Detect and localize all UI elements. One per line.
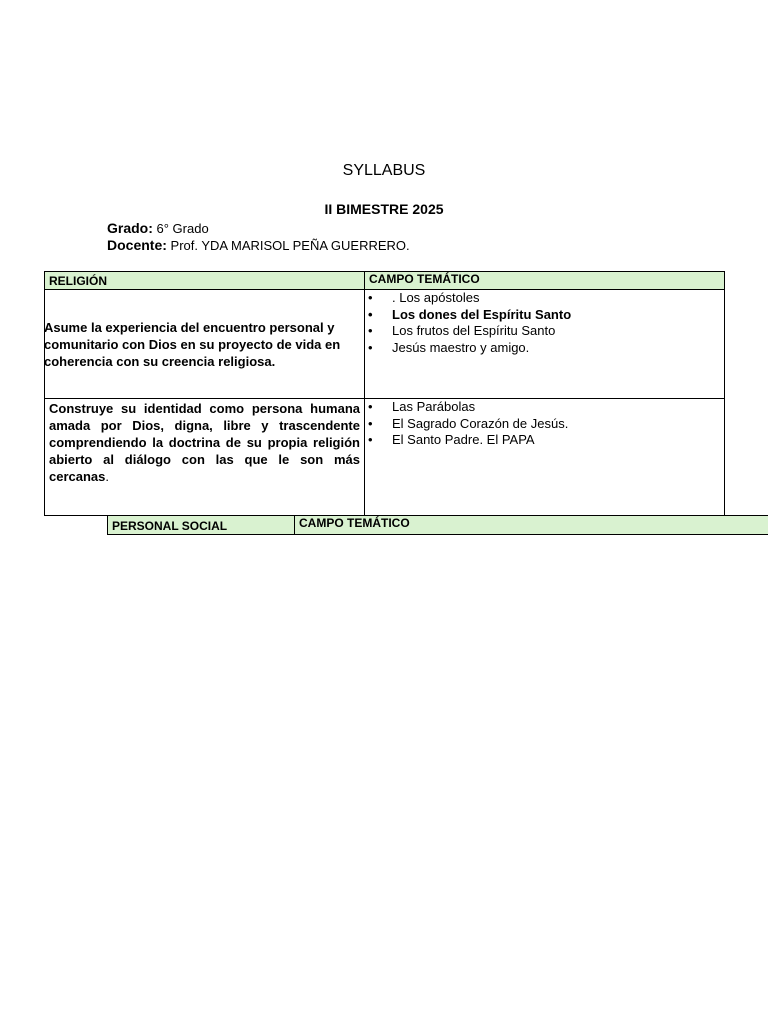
bullet-icon: • — [368, 339, 373, 355]
competencia-cell — [45, 399, 365, 516]
topic-label: Jesús maestro y amigo. — [392, 339, 530, 355]
topic-label: Los dones del Espíritu Santo — [392, 306, 572, 322]
list-item — [365, 290, 724, 307]
topic-list — [365, 290, 724, 356]
bullet-icon: • — [368, 415, 373, 431]
competencia-tail: . — [105, 469, 110, 484]
competencia-text: Asume la experiencia del encuentro personal y comunitario con Dios en su proyecto de vida en coherencia con su creencia religiosa. — [44, 319, 341, 369]
page-title: SYLLABUS — [342, 162, 426, 179]
topics-cell — [365, 290, 725, 399]
bullet-icon: • — [368, 323, 373, 338]
topic-label: Las Parábolas — [392, 399, 476, 414]
topic-label: . Los apóstoles — [392, 290, 480, 305]
grado-label: Grado: — [107, 220, 153, 236]
competencia-text — [45, 399, 364, 485]
grado-value: 6° Grado — [156, 221, 209, 236]
table-row — [45, 290, 725, 399]
religion-header: RELIGIÓN — [45, 272, 365, 290]
topic-label: Los frutos del Espíritu Santo — [392, 323, 556, 338]
topic-list — [365, 399, 724, 449]
page-subtitle: II BIMESTRE 2025 — [324, 201, 444, 217]
personal-social-table — [107, 515, 768, 535]
list-item — [365, 307, 724, 324]
topic-label: El Santo Padre. El PAPA — [392, 432, 535, 447]
docente-label: Docente: — [107, 237, 167, 253]
list-item — [365, 399, 724, 416]
list-item — [365, 340, 724, 357]
personal-social-header-row — [108, 516, 768, 535]
table-row — [45, 399, 725, 516]
grado-line — [107, 220, 209, 236]
topics-cell — [365, 399, 725, 516]
competencia-body: Construye su identidad como persona humana amada por Dios, digna, libre y trascendente comprendiendo la doctrina de su propia religión abierto al diálogo con las que le son más cercanas — [49, 401, 360, 484]
competencia-cell — [45, 290, 365, 399]
campo-tematico-header: CAMPO TEMÁTICO — [295, 516, 768, 535]
topic-label: El Sagrado Corazón de Jesús. — [392, 415, 569, 431]
docente-line — [107, 237, 410, 253]
list-item — [365, 416, 724, 433]
list-item — [365, 323, 724, 340]
religion-table — [44, 271, 725, 516]
bullet-icon: • — [368, 432, 373, 447]
religion-header-row — [45, 272, 725, 290]
list-item — [365, 432, 724, 449]
bullet-icon: • — [368, 306, 373, 322]
bullet-icon: • — [368, 290, 373, 305]
campo-tematico-header: CAMPO TEMÁTICO — [365, 272, 725, 290]
docente-value: Prof. YDA MARISOL PEÑA GUERRERO. — [170, 238, 410, 253]
bullet-icon: • — [368, 399, 373, 414]
personal-social-header: PERSONAL SOCIAL — [108, 516, 295, 535]
